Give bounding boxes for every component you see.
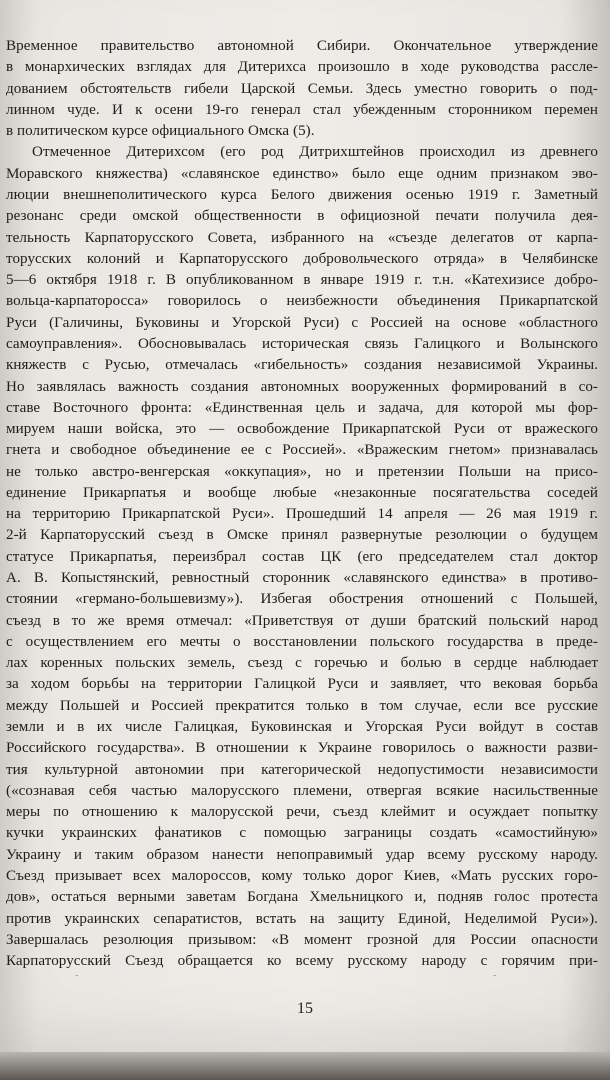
text-line: в монархических взглядах для Дитерихса произошло в ходе руководства рассле- xyxy=(6,59,598,76)
text-line: в политическом курсе официального Омска (5). xyxy=(6,123,315,140)
text-line: Российского государства». В отношении к Украине говорилось о важности разви- xyxy=(6,740,598,757)
text-line: люции внешнеполитического курса Белого движения осенью 1919 г. Заметный xyxy=(6,186,598,203)
text-line: стоянии «германо-большевизму»). Избегая обострения отношений с Польшей, xyxy=(6,591,598,608)
text-line: Съезд призывает всех малороссов, кому только дорог Киев, «Мать русских горо- xyxy=(6,867,598,884)
text-line: с осуществлением его мечты о восстановлении польского государства в преде- xyxy=(6,633,598,650)
text-line: мируем наши войска, это — освобождение Прикарпатской Руси от вражеского xyxy=(6,421,598,438)
text-line: Руси (Галичины, Буковины и Угорской Руси) с Россией на основе «областного xyxy=(6,314,598,331)
page-body-text xyxy=(6,36,598,976)
text-line: дов», остаться верными заветам Богдана Хмельницкого и, подняв голос протеста xyxy=(6,889,598,906)
text-line: линном чуде. И к осени 19-го генерал стал убежденным сторонником перемен xyxy=(6,101,598,118)
text-line: Завершалась резолюция призывом: «В момент грозной для России опасности xyxy=(6,931,598,948)
text-line xyxy=(6,972,598,976)
page-bottom-edge xyxy=(0,1052,610,1080)
text-line: тельность Карпаторусского Совета, избранного на «съезде делегатов от карпа- xyxy=(6,229,598,246)
text-line: не только австро-венгерская «оккупация», но и претензии Польши на присо- xyxy=(6,463,598,480)
text-line: («сознавая себя частью малорусского племени, отвергая всякие насильственные xyxy=(6,782,598,799)
text-line: дованием обстоятельств гибели Царской Семьи. Здесь уместно говорить о под- xyxy=(6,80,598,97)
text-line: ставе Восточного фронта: «Единственная цель и задача, для которой мы фор- xyxy=(6,399,598,416)
text-line: за ходом борьбы на территории Галицкой Руси и заявляет, что вековая борьба xyxy=(6,676,598,693)
text-line-paragraph-start: Отмеченное Дитерихсом (его род Дитрихштейнов происходил из древнего xyxy=(32,144,598,161)
text-line: Украину и таким образом нанести непоправимый удар всему русскому народу. xyxy=(6,846,598,863)
text-line: земли и в их числе Галицкая, Буковинская и Угорская Руси войдут в состав xyxy=(6,719,598,735)
text-line: 5—6 октября 1918 г. В опубликованном в январе 1919 г. т.н. «Катехизисе добро- xyxy=(6,272,598,289)
text-line: Временное правительство автономной Сибири. Окончательное утверждение xyxy=(6,38,598,54)
text-line: единение Прикарпатья и вообще любые «незаконные посягательства соседей xyxy=(6,484,598,501)
text-line: на территорию Прикарпатской Руси». Прошедший 14 апреля — 26 мая 1919 г. xyxy=(6,506,598,523)
text-line: между Польшей и Россией прекратится только в том случае, если все русские xyxy=(6,697,598,714)
text-line: Моравского княжества) «славянское единство» было еще одним признаком эво- xyxy=(6,165,598,182)
text-line: против украинских сепаратистов, встать на защиту Единой, Неделимой Руси»). xyxy=(6,910,598,927)
text-line: Но заявлялась важность создания автономных вооруженных формирований в со- xyxy=(6,378,598,395)
text-line: 2-й Карпаторусский съезд в Омске принял развернутые резолюции о будущем xyxy=(6,527,598,544)
text-line: княжеств с Русью, отмечалась «гибельность» создания независимой Украины. xyxy=(6,357,598,374)
text-line: гнета и свободное объединение ее с Россией». «Вражеским гнетом» признавалась xyxy=(6,442,598,459)
text-line: А. В. Копыстянский, ревностный сторонник «славянского единства» в противо- xyxy=(6,570,598,587)
text-line: резонанс среди омской общественности в официозной печати получила дея- xyxy=(6,208,598,225)
text-line: статусе Прикарпатья, переизбрал состав ЦК (его председателем стал доктор xyxy=(6,548,598,565)
text-line: самоуправления». Обосновывалась историческая связь Галицкого и Волынского xyxy=(6,335,598,352)
text-line: Карпаторусский Съезд обращается ко всему русскому народу с горячим при- xyxy=(6,953,598,970)
text-line: вольца-карпатоpосса» говорилось о неизбежности объединения Прикарпатской xyxy=(6,293,598,310)
text-line: тия культурной автономии при категорической недопустимости независимости xyxy=(6,761,598,778)
page-number: 15 xyxy=(297,1000,313,1017)
text-line: меры по отношению к малорусской речи, съезд клеймит и осуждает попытку xyxy=(6,804,598,821)
text-line: съезд в то же время отмечал: «Приветствуя от души братский польский народ xyxy=(6,612,598,629)
text-line: кучки украинских фанатиков с помощью заграницы создать «самостийную» xyxy=(6,825,598,842)
text-line: лах коренных польских земель, съезд с горечью и болью в сердце наблюдает xyxy=(6,655,598,672)
text-line: торусских колоний и Карпаторусского добровольческого отряда» в Челябинске xyxy=(6,250,598,267)
